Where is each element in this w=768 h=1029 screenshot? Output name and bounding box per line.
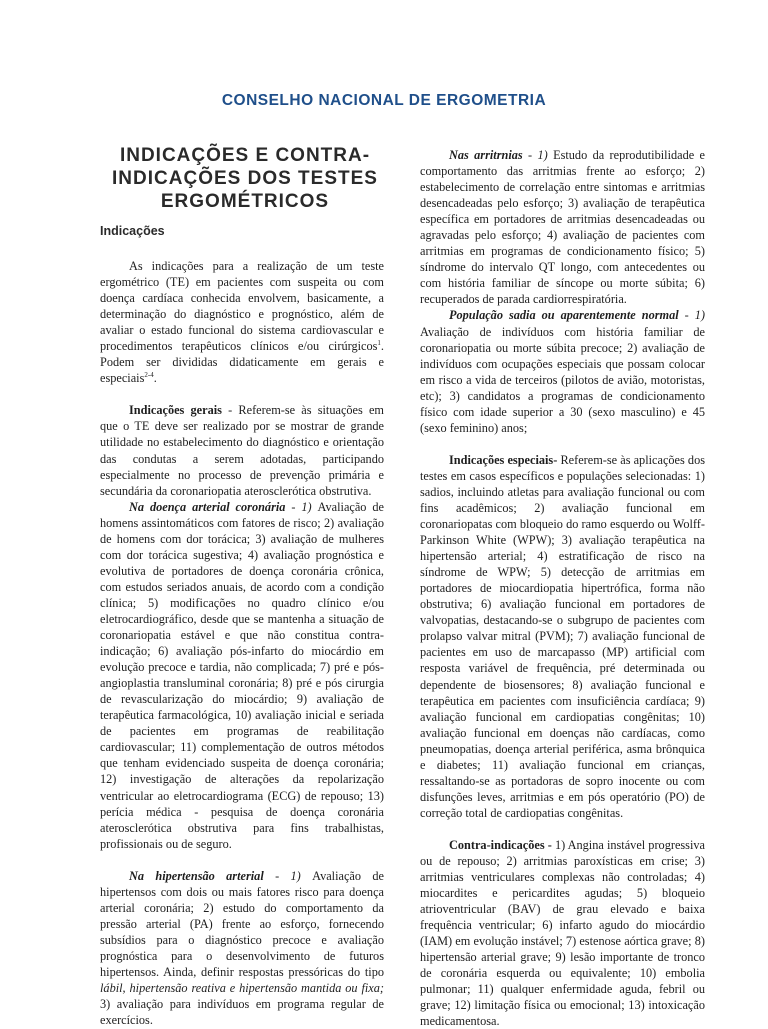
general-indications-paragraph: Indicações gerais - Referem-se às situações em que o TE deve ser realizado por se mostrar de grande utilidade no estabelecimento do diagnóstico e orientação das condutas a serem adotadas, participando especialmente no processo de prevenção primária e secundária da coronariopatia aterosclerótica obstrutiva.: [100, 403, 385, 498]
arrhythmia-paragraph: Nas arritrnias - 1) Estudo da reprodutibilidade e comportamento das arritmias frente ao esforço; 2) estabelecimento de correlação entre sintomas e arritmias desencadeadas pelo esforço; 3) avaliação de terapêutica específica em portadores de arritmias desencadeadas ou agravadas pelo esforço; 4) avaliação de pacientes com arritmias em programas de condicionamento físico; 5) síndrome do intervalo QT longo, com antecedentes ou com história familiar de síncope ou morte súbita; 6) recuperados de parada cardiorrespiratória.: [420, 148, 705, 307]
journal-header: CONSELHO NACIONAL DE ERGOMETRIA: [221, 92, 547, 109]
left-column: [100, 258, 384, 1028]
contraindications-paragraph: Contra-indicações - 1) Angina instável progressiva ou de repouso; 2) arritmias paroxísticas em crise; 3) arritmias ventriculares complexas não controladas; 4) miocardites e pericardites agudas; 5) bloqueio atrioventricular (BAV) de grau elevado e baixa frequência ventricular; 6) infarto agudo do miocárdio (IAM) em evolução instável; 7) estenose aórtica grave; 8) hipertensão arterial grave; 9) lesão importante de tronco de coronária esquerda ou equivalente; 10) embolia pulmonar; 11) qualquer enfermidade aguda, febril ou grave; 12) limitação física ou emocional; 13) intoxicação medicamentosa.: [420, 837, 705, 1029]
intro-paragraph: As indicações para a realização de um teste ergométrico (TE) em pacientes com suspeita ou com doença cardíaca conhecida envolvem, basicamente, a determinação do diagnóstico e prognóstico, além de avaliar o estado funcional do sistema cardiovascular e procedimentos terapêuticos clínicos e/ou cirúrgicos$^1$. Podem ser divididas didaticamente em gerais e especiais$^{2-4}$.: [100, 259, 384, 386]
contraindications-label: Contra-indicações -: [449, 837, 552, 852]
special-indications-paragraph: Indicações especiais- Referem-se às aplicações dos testes em casos específicos e populações selecionadas: 1) sadios, incluindo atletas para avaliação funcional ou com fins acadêmicos; 2) avaliação funcional em coronariopatas com bloqueio do ramo esquerdo ou Wolff-Parkinson White (WPW); 3) avaliação terapêutica na hipertensão arterial; 4) estratificação de risco na síndrome de WPW; 5) detecção de arritmias em portadores de miocardiopatia hipertrófica, forma não obstrutiva; 6) avaliação funcional em portadores de valvopatias, destacando-se o subgrupo de pacientes com prolapso valvar mitral (PVM); 7) avaliação funcional de pacientes em uso de marcapasso (MP) artificial com resposta variável de frequência, pré determinada ou dependente de biosensores; 8) avaliação funcional e terapêutica em pacientes com insuficiência cardíaca; 9) avaliação funcional em cardiopatias congênitas; 10) avaliação funcional em doenças não cardíacas, como pneumopatias, doença arterial periférica, asma brônquica e diabetes; 11) avaliação funcional em crianças, ressaltando-se as portadoras de sopro inocente ou com disfunções leves, arritmias e em pós operatório (PO) de correção total de cardiopatias congênitas.: [420, 452, 705, 820]
general-indications-label: Indicações gerais: [129, 403, 222, 418]
special-indications-label: Indicações especiais-: [449, 452, 558, 467]
healthy-population-paragraph: População sadia ou aparentemente normal - 1) Avaliação de indivíduos com história familiar de coronariopatia ou morte súbita precoce; 2) avaliação de indivíduos com ocupações especiais que possam colocar em risco a vida de terceiros (pilotos de avião, motoristas, etc); 3) candidatos a programas de condicionamento físico com idade superior a 30 (sexo masculino) e 45 (sexo feminino) anos;: [420, 308, 705, 435]
article-title: [100, 144, 390, 213]
right-column: [420, 147, 705, 1029]
hypertension-paragraph: Na hipertensão arterial - 1) Avaliação de hipertensos com dois ou mais fatores risco para doença arterial coronária; 2) estudo do comportamento da pressão arterial (PA) frente ao esforço, fornecendo subsídios para o diagnóstico precoce e avaliação prognóstica para o desenvolvimento de futuros hipertensos. Ainda, definir respostas pressóricas do tipo lábil, hipertensão reativa e hipertensão mantida ou fixa; 3) avaliação para indivíduos em programa regular de exercícios.: [100, 868, 384, 1028]
section-heading-indicacoes: Indicações: [100, 224, 165, 238]
title-line-1: INDICAÇÕES E CONTRA-: [119, 145, 371, 166]
title-line-3: ERGOMÉTRICOS: [160, 191, 330, 212]
title-line-2: INDICAÇÕES DOS TESTES: [112, 168, 378, 189]
coronary-disease-label: Na doença arterial coronária: [129, 499, 286, 514]
hypertension-label: Na hipertensão arterial: [129, 868, 264, 883]
healthy-population-label: População sadia ou aparentemente normal: [449, 308, 679, 323]
arrhythmia-label: Nas arritrnias: [449, 148, 523, 162]
coronary-disease-paragraph: Na doença arterial coronária - 1) Avaliação de homens assintomáticos com fatores de risco; 2) avaliação de homens com dor torácica; 3) avaliação de mulheres com dor torácica sugestiva; 4) avaliação prognóstica e evolutiva de portadores de doença coronária crônica, com estudos seriados anuais, de acordo com a condição clínica; 5) modificações no quadro clínico e/ou eletrocardiográfico, desde que se mantenha a situação de coronariopatia estável e que não constitua contra-indicação; 6) avaliação pós-infarto do miocárdio em evolução precoce e tardia, não complicada; 7) pré e pós-angioplastia transluminal coronária; 8) pré e pós cirurgia de revascularização do miocárdio; 9) avaliação de terapêutica farmacológica, 10) avaliação inicial e seriada de pacientes em programas de reabilitação cardiovascular; 11) complementação de outros métodos que tenham evidenciado suspeita de doença coronária; 12) investigação de alterações da repolarização ventricular ao eletrocardiograma (ECG) de repouso; 13) perícia médica - pesquisa de doença coronária aterosclerótica obstrutiva para fins trabalhistas, profissionais ou de seguro.: [100, 499, 384, 851]
